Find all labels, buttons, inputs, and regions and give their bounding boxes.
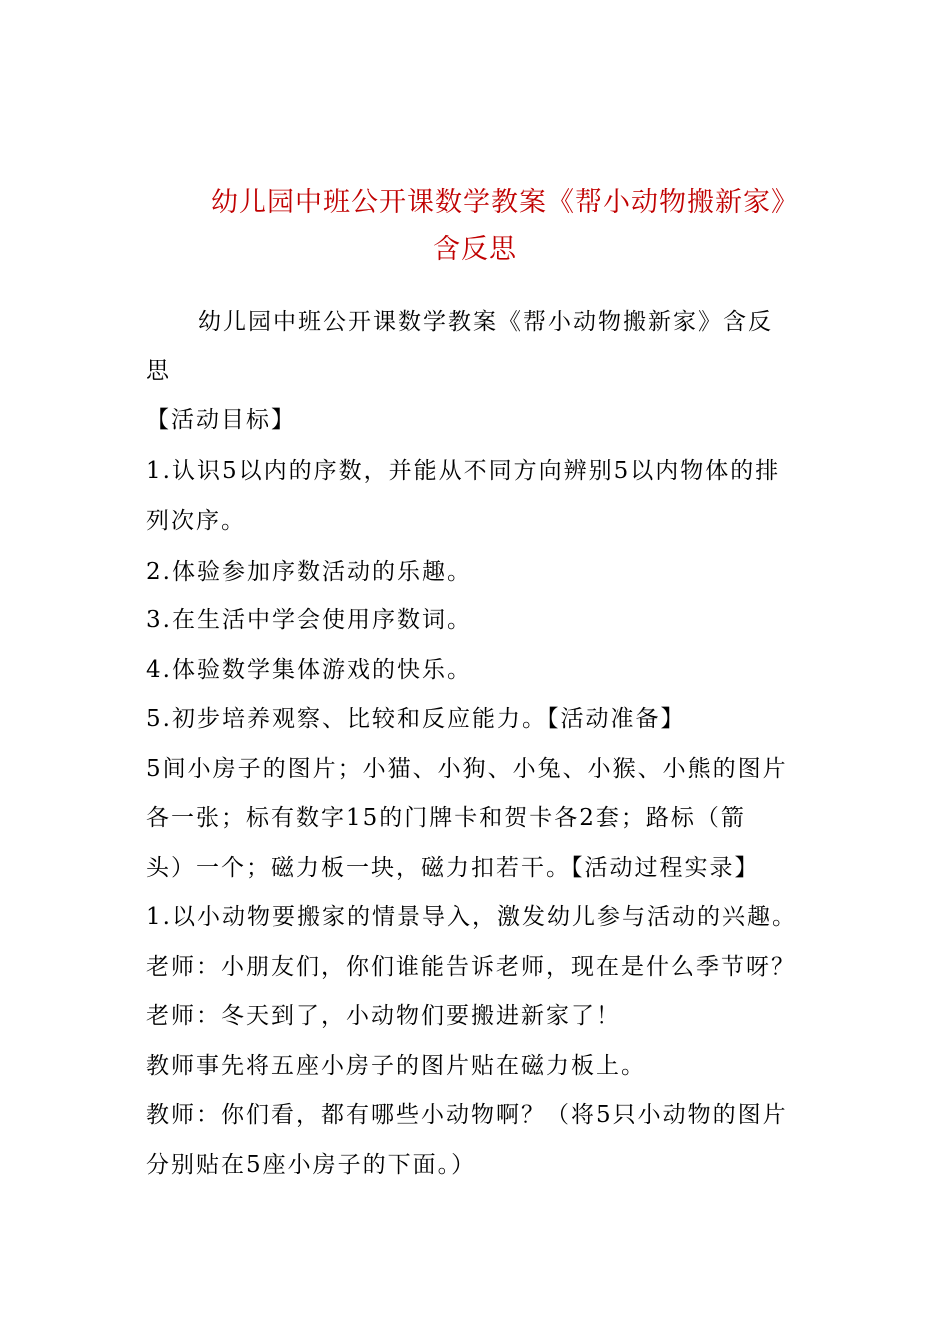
paragraph-line: 头）一个；磁力板一块，磁力扣若干。【活动过程实录】: [146, 855, 760, 881]
paragraph-line: 思: [146, 358, 171, 384]
paragraph-line: 1.以小动物要搬家的情景导入，激发幼儿参与活动的兴趣。: [146, 904, 797, 930]
paragraph-line: 2.体验参加序数活动的乐趣。: [146, 559, 472, 585]
paragraph-line: 教师：你们看，都有哪些小动物啊？（将5只小动物的图片: [146, 1102, 788, 1128]
paragraph-line: 老师：冬天到了，小动物们要搬进新家了！: [146, 1003, 621, 1029]
paragraph-line: 4.体验数学集体游戏的快乐。: [146, 657, 472, 683]
paragraph-line: 教师事先将五座小房子的图片贴在磁力板上。: [146, 1053, 646, 1079]
paragraph-line: 列次序。: [146, 508, 246, 534]
section-heading: 【活动目标】: [146, 407, 296, 433]
paragraph-line: 5间小房子的图片；小猫、小狗、小兔、小猴、小熊的图片: [146, 756, 788, 782]
paragraph-line: 1.认识5以内的序数，并能从不同方向辨别5以内物体的排: [146, 458, 781, 484]
paragraph-line: 5.初步培养观察、比较和反应能力。【活动准备】: [146, 706, 686, 732]
document-title-line-2: 含反思: [433, 234, 517, 265]
paragraph-line: 幼儿园中班公开课数学教案《帮小动物搬新家》含反: [198, 309, 773, 335]
paragraph-line: 3.在生活中学会使用序数词。: [146, 607, 472, 633]
paragraph-line: 各一张；标有数字15的门牌卡和贺卡各2套；路标（箭: [146, 805, 746, 831]
document-title-line-1: 幼儿园中班公开课数学教案《帮小动物搬新家》: [211, 187, 799, 218]
paragraph-line: 分别贴在5座小房子的下面。）: [146, 1152, 477, 1178]
paragraph-line: 老师：小朋友们，你们谁能告诉老师，现在是什么季节呀？: [146, 954, 796, 980]
